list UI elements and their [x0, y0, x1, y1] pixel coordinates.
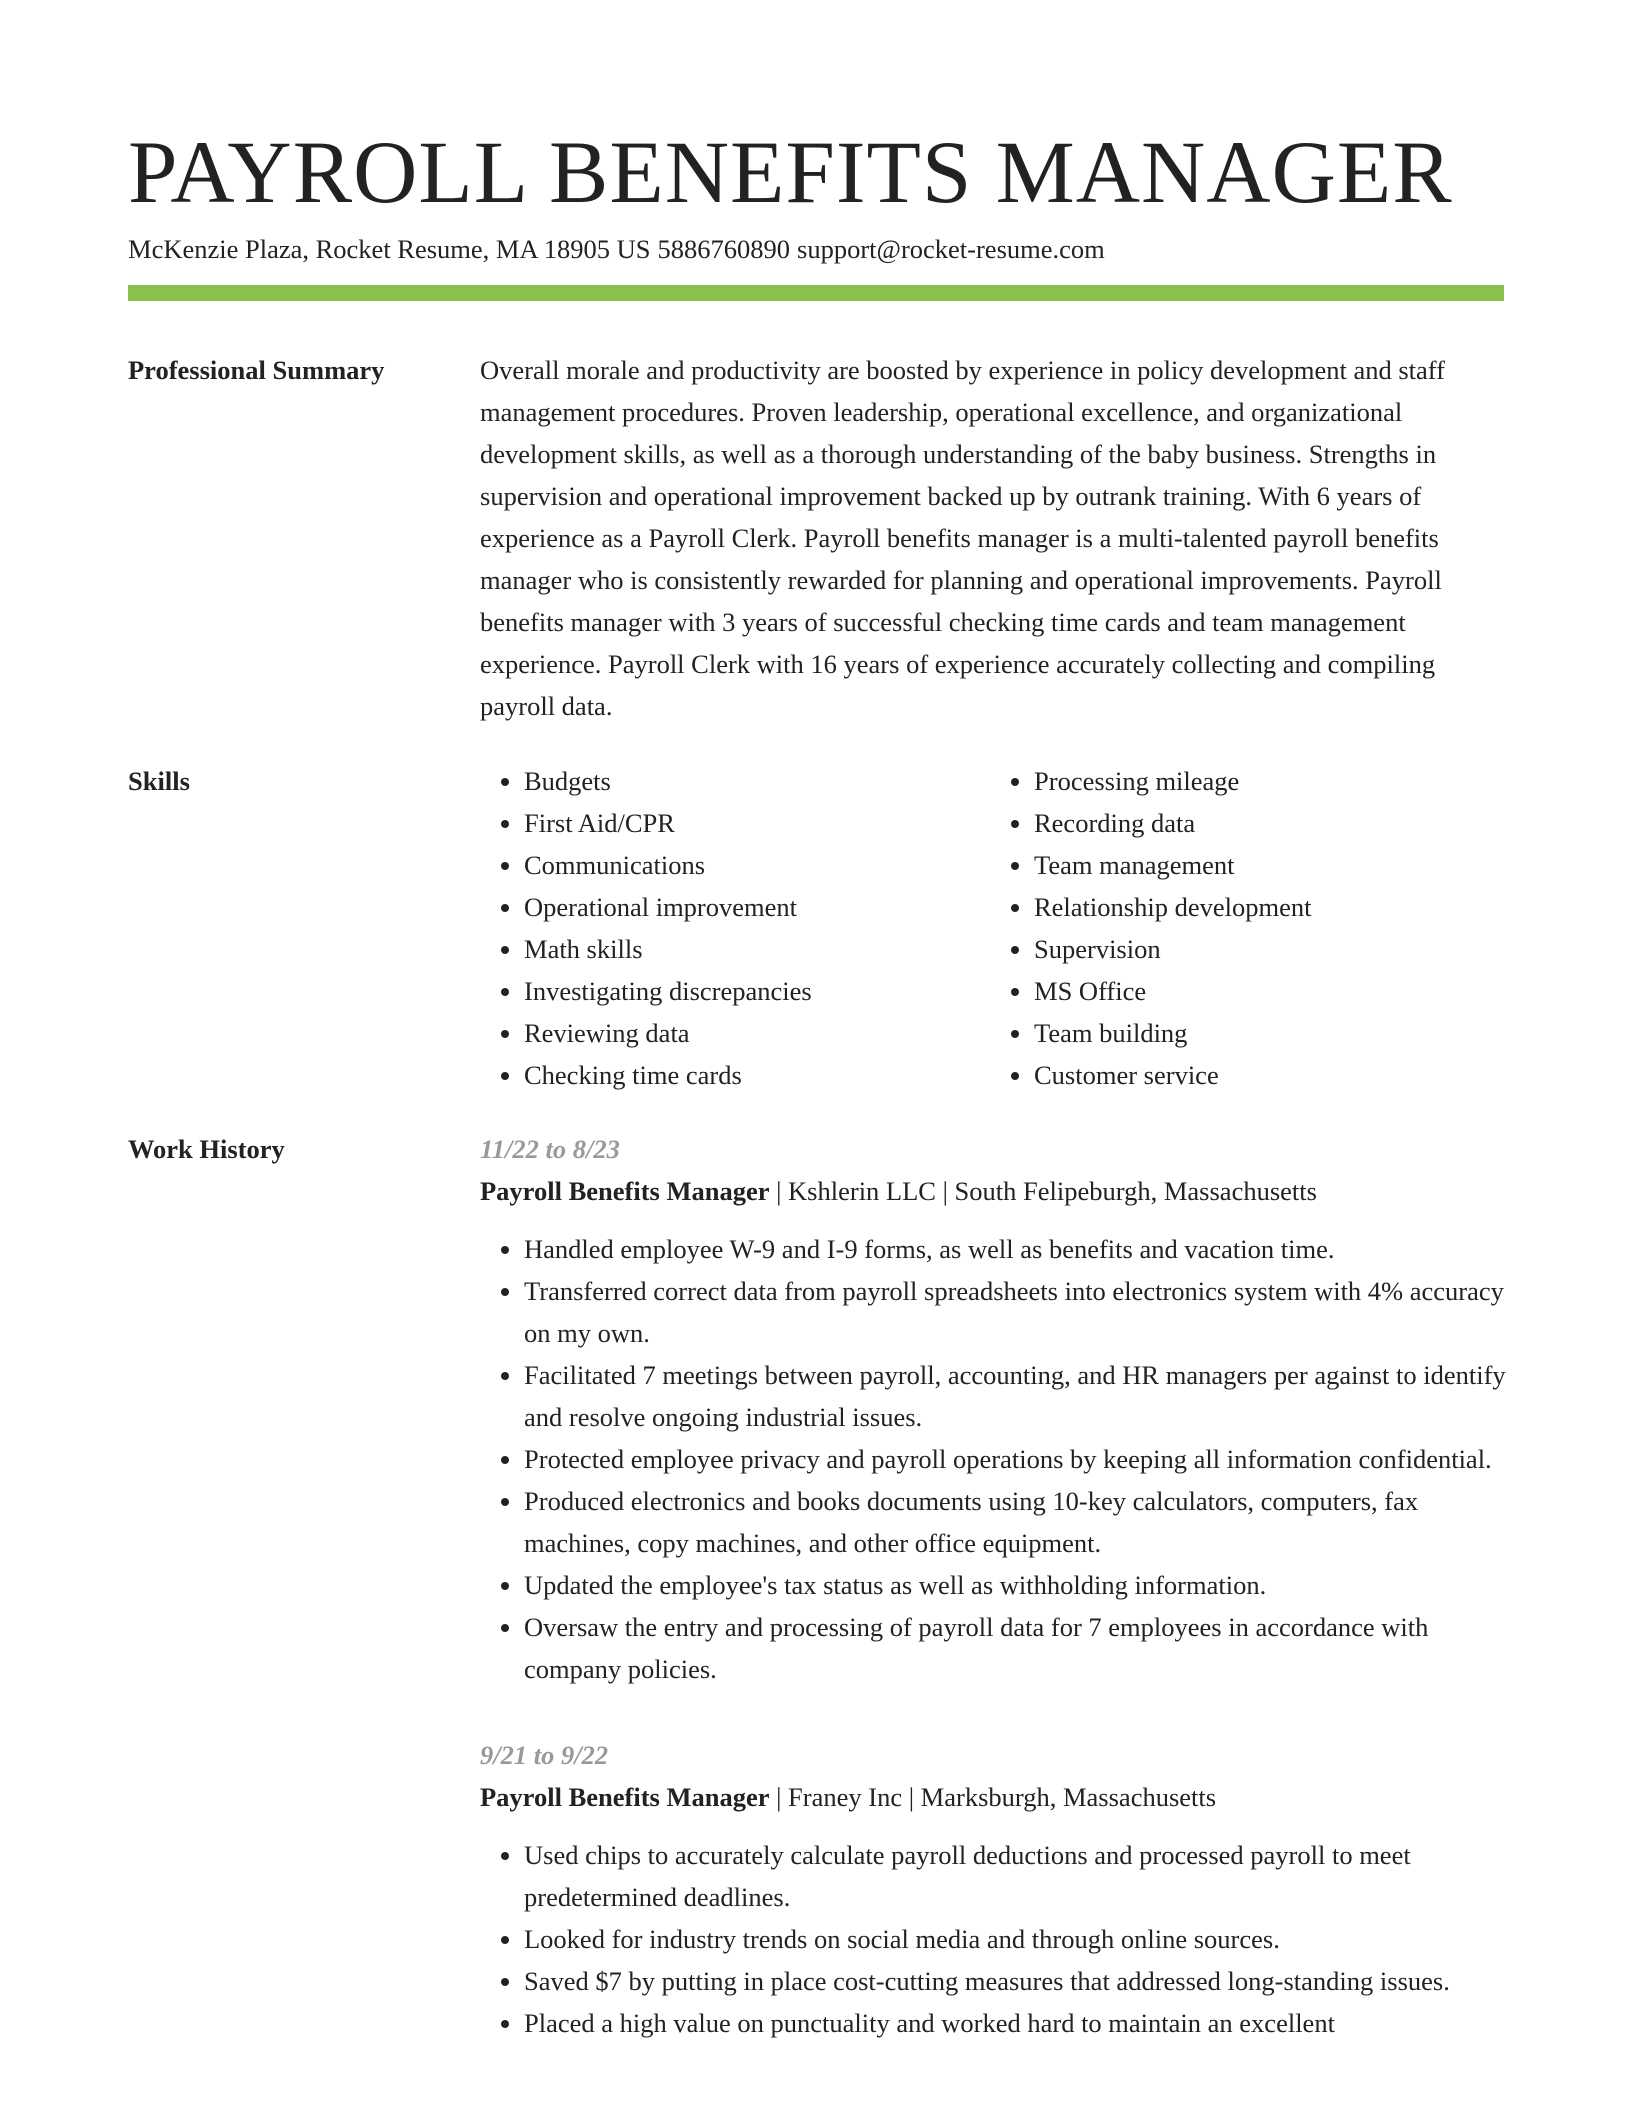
contact-email: support@rocket-resume.com: [797, 234, 1105, 264]
skill-item: • Relationship development: [1034, 886, 1494, 928]
job-bullet: • Oversaw the entry and processing of payroll data for 7 employees in accordance with company policies.: [524, 1606, 1506, 1690]
job-bullet: • Looked for industry trends on social media and through online sources.: [524, 1918, 1506, 1960]
job-bullet: • Produced electronics and books documents using 10-key calculators, computers, fax machines, copy machines, and other office equipment.: [524, 1480, 1506, 1564]
work-history-content: [480, 1128, 1506, 2088]
job-location: Marksburgh, Massachusetts: [920, 1782, 1217, 1812]
skills-heading: Skills: [128, 766, 190, 796]
job-title: Payroll Benefits Manager: [480, 1782, 770, 1812]
skill-item: • Checking time cards: [524, 1054, 984, 1096]
skill-item: • Investigating discrepancies: [524, 970, 984, 1012]
job-entry: [480, 1128, 1506, 1690]
skill-item: • First Aid/CPR: [524, 802, 984, 844]
job-title: Payroll Benefits Manager: [480, 1176, 770, 1206]
job-bullet: • Updated the employee's tax status as well as withholding information.: [524, 1564, 1506, 1606]
job-date: 9/21 to 9/22: [480, 1740, 609, 1770]
job-separator: |: [776, 1176, 789, 1206]
job-entry: [480, 1734, 1506, 2044]
skill-item: • Reviewing data: [524, 1012, 984, 1054]
job-company: Franey Inc: [788, 1782, 903, 1812]
skill-item: • Operational improvement: [524, 886, 984, 928]
skill-item: • Math skills: [524, 928, 984, 970]
job-company: Kshlerin LLC: [788, 1176, 936, 1206]
job-bullet: • Used chips to accurately calculate payroll deductions and processed payroll to meet predetermined deadlines.: [524, 1834, 1506, 1918]
job-bullet-list: [480, 1834, 1506, 2044]
header-divider: [128, 285, 1504, 301]
job-header: [480, 1776, 1506, 1818]
resume-title: PAYROLL BENEFITS MANAGER: [128, 124, 1453, 222]
job-separator: |: [908, 1782, 921, 1812]
skill-item: • Supervision: [1034, 928, 1494, 970]
work-history-heading: Work History: [128, 1134, 285, 1164]
job-date: 11/22 to 8/23: [480, 1134, 620, 1164]
skill-item: • Team management: [1034, 844, 1494, 886]
job-bullet: • Facilitated 7 meetings between payroll, accounting, and HR managers per against to identify and resolve ongoing industrial issues.: [524, 1354, 1506, 1438]
skills-column-1: [480, 760, 984, 1096]
job-header: [480, 1170, 1506, 1212]
skills-column-2: [984, 760, 1494, 1096]
job-separator: |: [942, 1176, 955, 1206]
skills-content: [480, 760, 1506, 1096]
skill-item: • Budgets: [524, 760, 984, 802]
skill-item: • Recording data: [1034, 802, 1494, 844]
summary-text: Overall morale and productivity are boosted by experience in policy development and staff management procedures. Proven leadership, operational excellence, and organizational development skills, as well as a thorough understanding of the baby business. Strengths in supervision and operational improvement backed up by outrank training. With 6 years of experience as a Payroll Clerk. Payroll benefits manager is a multi-talented payroll benefits manager who is consistently rewarded for planning and operational improvements. Payroll benefits manager with 3 years of successful checking time cards and team management experience. Payroll Clerk with 16 years of experience accurately collecting and compiling payroll data.: [480, 355, 1445, 721]
skill-item: • Communications: [524, 844, 984, 886]
contact-address: McKenzie Plaza, Rocket Resume, MA 18905 US: [128, 234, 651, 264]
job-bullet: • Placed a high value on punctuality and worked hard to maintain an excellent: [524, 2002, 1506, 2044]
job-bullet: • Handled employee W-9 and I-9 forms, as well as benefits and vacation time.: [524, 1228, 1506, 1270]
contact-phone: 5886760890: [657, 234, 791, 264]
summary-heading: Professional Summary: [128, 355, 385, 385]
job-location: South Felipeburgh, Massachusetts: [954, 1176, 1317, 1206]
summary-content: [480, 349, 1506, 727]
skill-item: • Team building: [1034, 1012, 1494, 1054]
job-bullet: • Transferred correct data from payroll spreadsheets into electronics system with 4% accuracy on my own.: [524, 1270, 1506, 1354]
skill-item: • MS Office: [1034, 970, 1494, 1012]
skill-item: • Processing mileage: [1034, 760, 1494, 802]
job-bullet: • Saved $7 by putting in place cost-cutting measures that addressed long-standing issues.: [524, 1960, 1506, 2002]
job-separator: |: [776, 1782, 789, 1812]
skill-item: • Customer service: [1034, 1054, 1494, 1096]
contact-line: [128, 232, 1105, 266]
job-bullet: • Protected employee privacy and payroll operations by keeping all information confidential.: [524, 1438, 1506, 1480]
job-bullet-list: [480, 1228, 1506, 1690]
